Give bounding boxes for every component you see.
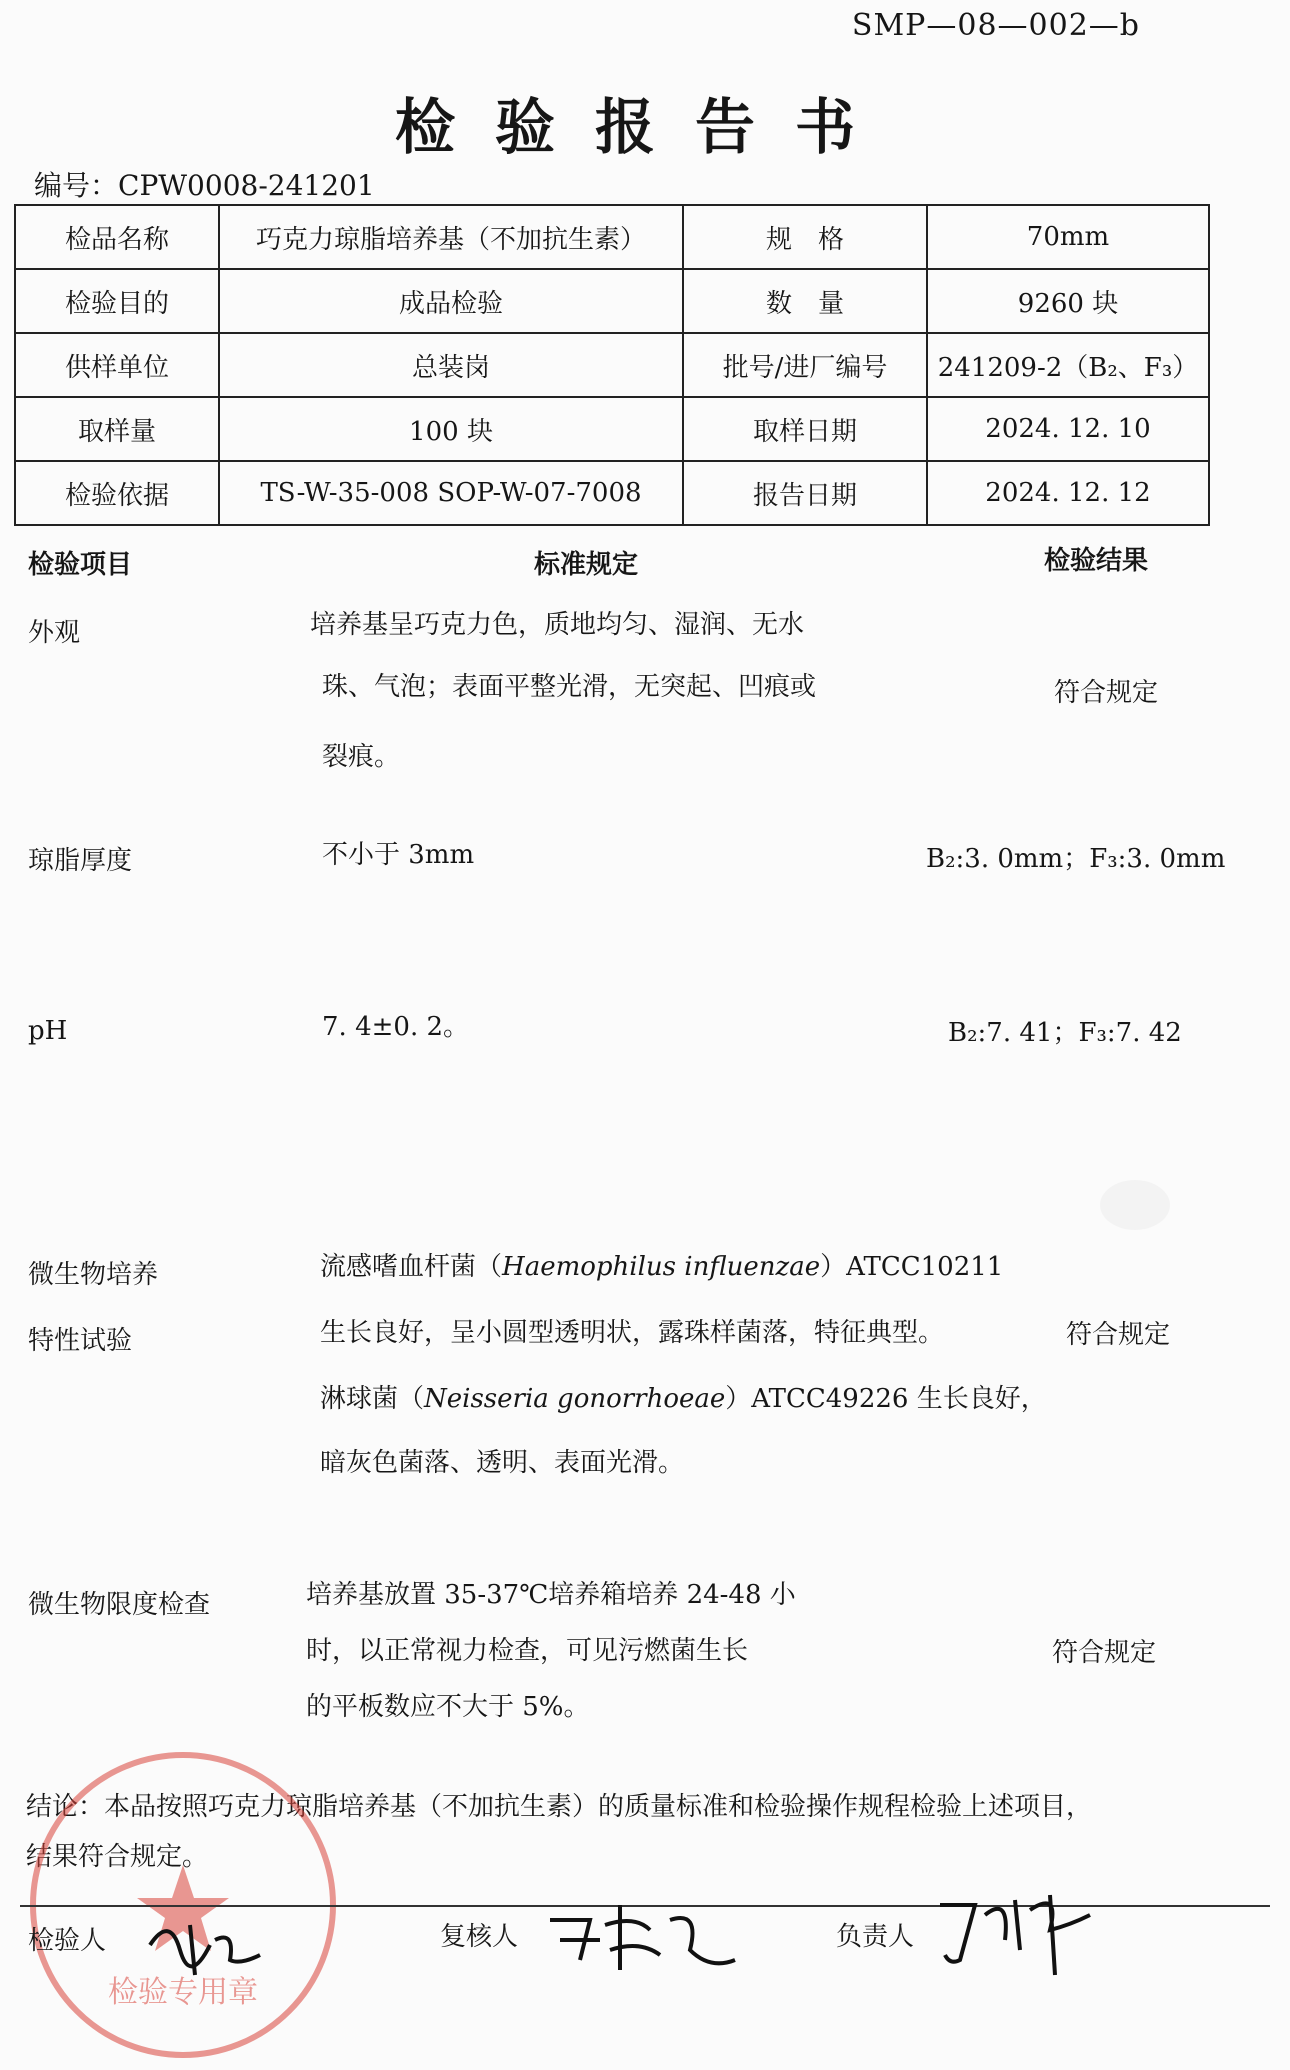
organism-1-prefix: 流感嗜血杆菌（ [320, 1252, 503, 1282]
conclusion-line: 结论：本品按照巧克力琼脂培养基（不加抗生素）的质量标准和检验操作规程检验上述项目， [26, 1792, 1093, 1822]
column-header-result: 检验结果 [1044, 546, 1149, 576]
info-row [15, 461, 1209, 525]
info-label: 取样量 [15, 397, 219, 461]
info-row [15, 397, 1209, 461]
conclusion-line: 结果符合规定。 [26, 1842, 209, 1872]
standard-culture-organism-1 [320, 1236, 1003, 1298]
info-label: 检验目的 [15, 269, 219, 333]
info-label: 数 量 [683, 269, 927, 333]
info-label: 供样单位 [15, 333, 219, 397]
standard-culture-organism-2 [320, 1368, 1047, 1430]
item-ph: pH [28, 1016, 68, 1046]
info-row [15, 205, 1209, 269]
item-thickness: 琼脂厚度 [28, 846, 133, 876]
info-label: 规 格 [683, 205, 927, 269]
document-code: SMP—08—002—b [851, 8, 1140, 43]
inspector-label: 检验人 [28, 1926, 107, 1956]
organism-1-latin: Haemophilus influenzae [502, 1252, 821, 1282]
standard-culture-line: 暗灰色菌落、透明、表面光滑。 [320, 1448, 685, 1478]
inspector-signature [140, 1905, 270, 1985]
info-row [15, 333, 1209, 397]
organism-1-suffix: ）ATCC10211 [820, 1252, 1004, 1282]
info-label: 检验依据 [15, 461, 219, 525]
responsible-signature [930, 1875, 1100, 1985]
column-header-item: 检验项目 [28, 550, 133, 580]
result-ph: B₂:7. 41；F₃:7. 42 [948, 1018, 1182, 1048]
info-value: 241209-2（B₂、F₃） [927, 333, 1209, 397]
report-number-value: CPW0008-241201 [118, 169, 375, 202]
info-label: 批号/进厂编号 [683, 333, 927, 397]
info-value: 70mm [927, 205, 1209, 269]
info-value: 100 块 [219, 397, 683, 461]
standard-limit-line: 的平板数应不大于 5%。 [306, 1692, 590, 1722]
info-value: 2024. 12. 10 [927, 397, 1209, 461]
info-label: 取样日期 [683, 397, 927, 461]
item-culture: 微生物培养 [28, 1260, 159, 1290]
standard-limit-line: 培养基放置 35-37℃培养箱培养 24-48 小 [306, 1580, 796, 1610]
result-limit: 符合规定 [1052, 1638, 1157, 1668]
report-number-label: 编号： [34, 169, 119, 202]
info-row [15, 269, 1209, 333]
responsible-label: 负责人 [836, 1922, 915, 1952]
seal-text: 检验专用章 [108, 1975, 258, 2010]
info-label: 报告日期 [683, 461, 927, 525]
info-value: 2024. 12. 12 [927, 461, 1209, 525]
standard-thickness: 不小于 3mm [322, 840, 475, 870]
standard-ph: 7. 4±0. 2。 [322, 1012, 470, 1042]
result-thickness: B₂:3. 0mm；F₃:3. 0mm [926, 844, 1226, 874]
item-limit: 微生物限度检查 [28, 1590, 211, 1620]
item-appearance: 外观 [28, 618, 81, 648]
info-value: 总装岗 [219, 333, 683, 397]
column-header-standard: 标准规定 [534, 550, 639, 580]
item-culture-line2: 特性试验 [28, 1326, 133, 1356]
standard-appearance-line: 珠、气泡；表面平整光滑，无突起、凹痕或 [322, 672, 817, 702]
info-table [14, 204, 1210, 526]
info-label: 检品名称 [15, 205, 219, 269]
info-value: TS-W-35-008 SOP-W-07-7008 [219, 461, 683, 525]
standard-appearance-line: 裂痕。 [322, 742, 401, 772]
organism-2-prefix: 淋球菌（ [320, 1384, 425, 1414]
standard-culture-line: 生长良好，呈小圆型透明状，露珠样菌落，特征典型。 [320, 1318, 945, 1348]
result-culture: 符合规定 [1066, 1320, 1171, 1350]
reviewer-signature [540, 1890, 740, 1990]
scan-smudge [1100, 1180, 1170, 1230]
info-value: 成品检验 [219, 269, 683, 333]
info-value: 巧克力琼脂培养基（不加抗生素） [219, 205, 683, 269]
organism-2-latin: Neisseria gonorrhoeae [424, 1384, 726, 1414]
report-number [34, 164, 375, 204]
info-value: 9260 块 [927, 269, 1209, 333]
standard-appearance-line: 培养基呈巧克力色，质地均匀、湿润、无水 [310, 610, 805, 640]
reviewer-label: 复核人 [440, 1922, 519, 1952]
organism-2-suffix: ）ATCC49226 生长良好， [725, 1384, 1047, 1414]
standard-limit-line: 时，以正常视力检查，可见污燃菌生长 [306, 1636, 749, 1666]
page-title: 检验报告书 [395, 93, 895, 163]
result-appearance: 符合规定 [1054, 678, 1159, 708]
